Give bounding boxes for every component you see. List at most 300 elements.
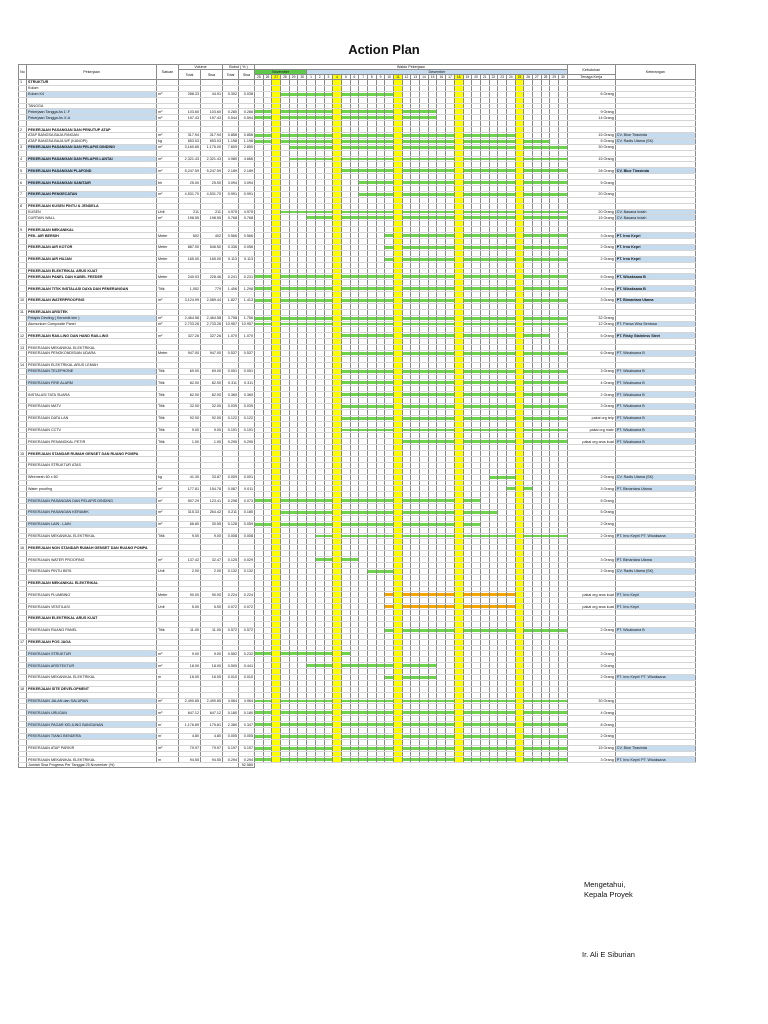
schedule-bar <box>507 181 515 184</box>
schedule-bar <box>533 405 541 408</box>
row-volume-sisa: 92.00 <box>201 415 223 421</box>
schedule-bar <box>524 169 532 172</box>
schedule-bar <box>411 110 419 113</box>
schedule-bar <box>437 211 445 214</box>
schedule-bar <box>524 275 532 278</box>
row-bobot-total: 0.125 <box>223 557 239 563</box>
schedule-bar <box>524 370 532 373</box>
row-tenaga-kerja: 4 Orang <box>567 286 615 292</box>
row-pekerjaan: PEKERJAAN NON STANDAR RUMAH GENSET DAN RUANG POMPA <box>27 545 157 551</box>
schedule-bar <box>411 140 419 143</box>
schedule-bar <box>316 558 324 561</box>
schedule-bar <box>559 417 567 420</box>
schedule-bar <box>351 211 359 214</box>
row-volume-total: 317.94 <box>179 133 201 139</box>
schedule-bar <box>472 193 480 196</box>
schedule-bar <box>533 417 541 420</box>
schedule-bar <box>255 110 263 113</box>
schedule-bar <box>472 211 480 214</box>
schedule-bar <box>411 352 419 355</box>
schedule-bar <box>411 511 419 514</box>
schedule-bar <box>359 169 367 172</box>
schedule-bar <box>420 523 428 526</box>
row-satuan: Titik <box>157 439 179 445</box>
schedule-bar <box>359 110 367 113</box>
schedule-bar <box>377 169 385 172</box>
schedule-bar <box>316 93 324 96</box>
schedule-bar <box>342 523 350 526</box>
schedule-bar <box>359 193 367 196</box>
row-keterangan: PT. Wicaksana B <box>615 439 695 445</box>
day-header: 13 <box>411 75 420 80</box>
row-volume-total: 41.30 <box>179 474 201 480</box>
row-bobot-sisa: 0.029 <box>239 557 255 563</box>
row-bobot-sisa: 0.286 <box>239 109 255 115</box>
schedule-bar <box>342 370 350 373</box>
schedule-bar <box>464 275 472 278</box>
schedule-bar <box>342 146 350 149</box>
schedule-bar <box>298 287 306 290</box>
schedule-bar <box>498 193 506 196</box>
day-header: 28 <box>281 75 290 80</box>
row-tenaga-kerja: 15 Orang <box>567 215 615 221</box>
schedule-bar <box>446 511 454 514</box>
row-pekerjaan: PEKERJAAN AIR HUJAN <box>27 256 157 262</box>
schedule-bar <box>550 181 558 184</box>
schedule-bar <box>359 381 367 384</box>
schedule-bar <box>429 323 437 326</box>
row-tenaga-kerja: 5 Orang <box>567 498 615 504</box>
schedule-bar <box>437 593 445 596</box>
schedule-bar <box>472 593 480 596</box>
row-volume-total: 90.00 <box>179 592 201 598</box>
schedule-bar <box>377 393 385 396</box>
row-bobot-total: 3.094 <box>223 180 239 186</box>
row-tenaga-kerja: 15 Orang <box>567 133 615 139</box>
schedule-bar <box>290 140 298 143</box>
schedule-bar <box>368 370 376 373</box>
schedule-bar <box>411 216 419 219</box>
schedule-bar <box>429 370 437 373</box>
schedule-bar <box>542 405 550 408</box>
row-volume-total: 288.33 <box>179 91 201 97</box>
schedule-bar <box>403 605 411 608</box>
schedule-bar <box>437 393 445 396</box>
schedule-bar <box>437 246 445 249</box>
schedule-bar <box>498 158 506 161</box>
row-keterangan: PT. Bimantara Utama <box>615 557 695 563</box>
schedule-bar <box>342 134 350 137</box>
schedule-bar <box>411 593 419 596</box>
schedule-bar <box>298 275 306 278</box>
schedule-bar <box>498 417 506 420</box>
schedule-bar <box>472 393 480 396</box>
schedule-bar <box>403 193 411 196</box>
schedule-bar <box>524 429 532 432</box>
row-satuan: m² <box>157 315 179 321</box>
schedule-bar <box>359 535 367 538</box>
schedule-bar <box>559 258 567 261</box>
schedule-bar <box>498 169 506 172</box>
row-bobot-total: 0.128 <box>223 521 239 527</box>
schedule-bar <box>559 393 567 396</box>
schedule-bar <box>542 211 550 214</box>
schedule-bar <box>550 393 558 396</box>
day-header: 29 <box>550 75 559 80</box>
col-pekerjaan-header: Pekerjaan <box>27 65 157 80</box>
schedule-bar <box>481 535 489 538</box>
schedule-bar <box>533 158 541 161</box>
row-pekerjaan: Kolom K4 <box>27 91 157 97</box>
schedule-bar <box>264 323 272 326</box>
schedule-bar <box>437 258 445 261</box>
schedule-bar <box>429 317 437 320</box>
schedule-bar <box>351 110 359 113</box>
schedule-bar <box>524 393 532 396</box>
schedule-bar <box>446 405 454 408</box>
day-header: 17 <box>446 75 455 80</box>
schedule-bar <box>325 116 333 119</box>
schedule-bar <box>472 299 480 302</box>
row-no: 12 <box>19 333 27 339</box>
schedule-bar <box>481 440 489 443</box>
schedule-bar <box>351 299 359 302</box>
schedule-bar <box>464 499 472 502</box>
row-volume-sisa: 327.26 <box>201 333 223 339</box>
schedule-bar <box>559 440 567 443</box>
schedule-bar <box>429 134 437 137</box>
col-waktu-header: Waktu Pekerjaan <box>255 65 568 70</box>
schedule-bar <box>307 146 315 149</box>
row-bobot-sisa: 0.311 <box>239 380 255 386</box>
row-bobot-total: 0.336 <box>223 244 239 250</box>
row-keterangan: CV. Blue Tirasinda <box>615 168 695 174</box>
schedule-bar <box>351 393 359 396</box>
schedule-bar <box>472 146 480 149</box>
schedule-bar <box>498 216 506 219</box>
schedule-bar <box>351 146 359 149</box>
schedule-bar <box>359 323 367 326</box>
row-satuan: Meter <box>157 244 179 250</box>
row-pekerjaan: STRUKTUR <box>27 80 157 86</box>
schedule-bar <box>385 393 393 396</box>
schedule-bar <box>385 417 393 420</box>
schedule-bar <box>368 193 376 196</box>
schedule-bar <box>481 405 489 408</box>
row-pekerjaan: PEKERJAAN WATER PROOFING <box>27 557 157 563</box>
row-bobot-sisa: 1.070 <box>239 333 255 339</box>
row-bobot-sisa: 0.537 <box>239 350 255 356</box>
schedule-bar <box>542 317 550 320</box>
schedule-bar <box>420 323 428 326</box>
schedule-bar <box>420 381 428 384</box>
row-volume-total: 4,531.70 <box>179 191 201 197</box>
schedule-bar <box>429 110 437 113</box>
row-volume-total: 2,321.43 <box>179 156 201 162</box>
table-body <box>19 80 696 763</box>
schedule-bar <box>490 158 498 161</box>
row-bobot-total: 7.609 <box>223 144 239 150</box>
schedule-bar <box>437 334 445 337</box>
schedule-bar <box>420 140 428 143</box>
schedule-bar <box>446 334 454 337</box>
row-bobot-sisa: 0.360 <box>239 392 255 398</box>
schedule-bar <box>490 476 498 479</box>
schedule-bar <box>550 370 558 373</box>
schedule-bar <box>298 140 306 143</box>
schedule-bar <box>403 535 411 538</box>
schedule-bar <box>464 158 472 161</box>
schedule-bar <box>524 246 532 249</box>
row-keterangan: PT. Wicaksana B <box>615 415 695 421</box>
schedule-bar <box>498 429 506 432</box>
row-bobot-sisa: 4.975 <box>239 209 255 215</box>
schedule-bar <box>290 158 298 161</box>
schedule-bar <box>385 216 393 219</box>
schedule-bar <box>377 299 385 302</box>
schedule-bar <box>377 110 385 113</box>
row-bobot-total: 0.537 <box>223 350 239 356</box>
schedule-bar <box>342 334 350 337</box>
row-volume-sisa: 44.91 <box>201 91 223 97</box>
schedule-bar <box>377 181 385 184</box>
row-pekerjaan: PEKERJAAN VENTILASI <box>27 604 157 610</box>
row-satuan: Titik <box>157 368 179 374</box>
schedule-bar <box>290 211 298 214</box>
schedule-bar <box>377 146 385 149</box>
row-satuan: m² <box>157 510 179 516</box>
day-header: 6 <box>350 75 359 80</box>
schedule-bar <box>403 275 411 278</box>
schedule-bar <box>550 417 558 420</box>
schedule-bar <box>429 146 437 149</box>
schedule-bar <box>368 334 376 337</box>
schedule-bar <box>464 429 472 432</box>
schedule-bar <box>524 535 532 538</box>
schedule-bar <box>429 605 437 608</box>
row-volume-sisa: 2,464.58 <box>201 315 223 321</box>
schedule-bar <box>411 429 419 432</box>
schedule-bar <box>507 429 515 432</box>
schedule-bar <box>481 211 489 214</box>
schedule-bar <box>507 146 515 149</box>
schedule-bar <box>498 393 506 396</box>
row-pekerjaan: PEKERJAAN MATV <box>27 403 157 409</box>
row-pekerjaan: PEKERJAAN MEKANIKAL <box>27 227 157 233</box>
schedule-bar <box>325 499 333 502</box>
schedule-bar <box>429 181 437 184</box>
schedule-bar <box>385 134 393 137</box>
row-bobot-total: 10.957 <box>223 321 239 327</box>
row-bobot-sisa: 2.850 <box>239 144 255 150</box>
schedule-bar <box>464 193 472 196</box>
schedule-bar <box>559 193 567 196</box>
schedule-bar <box>403 334 411 337</box>
schedule-bar <box>420 146 428 149</box>
schedule-bar <box>377 275 385 278</box>
schedule-bar <box>429 381 437 384</box>
schedule-bar <box>368 499 376 502</box>
schedule-bar <box>403 499 411 502</box>
schedule-bar <box>524 193 532 196</box>
row-bobot-total: 0.856 <box>223 133 239 139</box>
row-volume-total: 2.00 <box>179 568 201 574</box>
schedule-bar <box>342 405 350 408</box>
row-satuan: Meter <box>157 256 179 262</box>
row-tenaga-kerja: 9 Orang <box>567 109 615 115</box>
schedule-bar <box>377 193 385 196</box>
schedule-bar <box>524 352 532 355</box>
schedule-bar <box>429 499 437 502</box>
schedule-bar <box>507 317 515 320</box>
row-no: 13 <box>19 345 27 351</box>
row-bobot-sisa: 0.073 <box>239 498 255 504</box>
schedule-bar <box>524 211 532 214</box>
schedule-bar <box>437 535 445 538</box>
row-volume-total: 947.00 <box>179 350 201 356</box>
schedule-bar <box>481 181 489 184</box>
schedule-bar <box>472 317 480 320</box>
row-volume-sisa: 5,247.59 <box>201 168 223 174</box>
schedule-bar <box>429 352 437 355</box>
row-pekerjaan: PEKERJAAN PINTU BESI <box>27 568 157 574</box>
schedule-bar <box>351 140 359 143</box>
schedule-bar <box>550 317 558 320</box>
schedule-bar <box>446 158 454 161</box>
row-keterangan: PT. Wicaksana B <box>615 427 695 433</box>
schedule-bar <box>559 246 567 249</box>
row-tenaga-kerja: 28 Orang <box>567 168 615 174</box>
schedule-bar <box>481 134 489 137</box>
row-volume-total: 315.33 <box>179 510 201 516</box>
row-bobot-total: 1.406 <box>223 286 239 292</box>
bobot-sisa-header: Sisa <box>239 70 255 80</box>
schedule-bar <box>464 287 472 290</box>
schedule-bar <box>437 287 445 290</box>
schedule-bar <box>437 323 445 326</box>
schedule-bar <box>550 287 558 290</box>
schedule-bar <box>368 140 376 143</box>
row-pekerjaan: PEKERJAAN RAILLING DAN HAND RAILLING <box>27 333 157 339</box>
schedule-bar <box>316 299 324 302</box>
row-bobot-sisa: 0.594 <box>239 115 255 121</box>
schedule-bar <box>420 246 428 249</box>
schedule-bar <box>420 110 428 113</box>
schedule-bar <box>377 287 385 290</box>
schedule-bar <box>472 140 480 143</box>
schedule-bar <box>385 405 393 408</box>
schedule-bar <box>481 299 489 302</box>
day-header: 4 <box>333 75 342 80</box>
schedule-bar <box>255 140 263 143</box>
schedule-bar <box>498 370 506 373</box>
schedule-bar <box>490 440 498 443</box>
col-kebutuhan-header: Kebutuhan <box>567 65 615 75</box>
schedule-bar <box>255 275 263 278</box>
row-volume-sisa: 154.78 <box>201 486 223 492</box>
row-pekerjaan: PEKERJAAN PENANGKAL PETIR <box>27 439 157 445</box>
schedule-bar <box>472 417 480 420</box>
schedule-bar <box>464 258 472 261</box>
schedule-bar <box>559 323 567 326</box>
row-satuan: m² <box>157 498 179 504</box>
row-bobot-sisa: 1.298 <box>239 286 255 292</box>
schedule-bar <box>542 352 550 355</box>
schedule-bar <box>403 429 411 432</box>
schedule-bar <box>342 287 350 290</box>
day-header: 7 <box>359 75 368 80</box>
row-satuan: m² <box>157 333 179 339</box>
schedule-bar <box>472 440 480 443</box>
row-volume-total: 69.00 <box>179 368 201 374</box>
day-header: 12 <box>402 75 411 80</box>
schedule-bar <box>533 146 541 149</box>
schedule-bar <box>446 440 454 443</box>
schedule-bar <box>498 405 506 408</box>
schedule-bar <box>325 317 333 320</box>
row-no: 5 <box>19 168 27 174</box>
schedule-bar <box>472 234 480 237</box>
row-satuan: m³ <box>157 91 179 97</box>
schedule-bar <box>316 511 324 514</box>
row-bobot-total: 0.768 <box>223 215 239 221</box>
schedule-bar <box>290 134 298 137</box>
row-pekerjaan: PEKERJAAN KUSEN PINTU & JENDELA <box>27 203 157 209</box>
schedule-bar <box>507 323 515 326</box>
schedule-bar <box>281 211 289 214</box>
schedule-bar <box>420 317 428 320</box>
schedule-bar <box>377 535 385 538</box>
schedule-bar <box>490 334 498 337</box>
schedule-bar <box>290 523 298 526</box>
schedule-bar <box>472 381 480 384</box>
schedule-bar <box>411 440 419 443</box>
row-keterangan: CV. Radis Utama (SK) <box>615 568 695 574</box>
schedule-bar <box>411 275 419 278</box>
row-tenaga-kerja: 2 Orang <box>567 392 615 398</box>
schedule-bar <box>264 110 272 113</box>
schedule-bar <box>420 181 428 184</box>
row-bobot-total: 0.290 <box>223 439 239 445</box>
row-volume-sisa: 2,089.44 <box>201 297 223 303</box>
schedule-bar <box>472 370 480 373</box>
schedule-bar <box>403 352 411 355</box>
row-no: 11 <box>19 309 27 315</box>
schedule-bar <box>490 246 498 249</box>
schedule-bar <box>533 211 541 214</box>
row-bobot-sisa: 0.011 <box>239 486 255 492</box>
tenaga-kerja-header: Tenaga Kerja <box>567 75 615 80</box>
schedule-bar <box>464 393 472 396</box>
schedule-bar <box>559 317 567 320</box>
schedule-bar <box>359 523 367 526</box>
row-volume-sisa: 2,733.26 <box>201 321 223 327</box>
schedule-bar <box>533 299 541 302</box>
row-tenaga-kerja: 12 Orang <box>567 321 615 327</box>
schedule-bar <box>464 323 472 326</box>
schedule-bar <box>481 246 489 249</box>
row-volume-total: 887.00 <box>179 244 201 250</box>
schedule-bar <box>403 258 411 261</box>
schedule-bar <box>490 146 498 149</box>
schedule-bar <box>385 275 393 278</box>
schedule-bar <box>420 234 428 237</box>
schedule-bar <box>325 146 333 149</box>
schedule-bar <box>385 246 393 249</box>
schedule-bar <box>351 535 359 538</box>
day-header: 27 <box>272 75 281 80</box>
schedule-bar <box>429 593 437 596</box>
